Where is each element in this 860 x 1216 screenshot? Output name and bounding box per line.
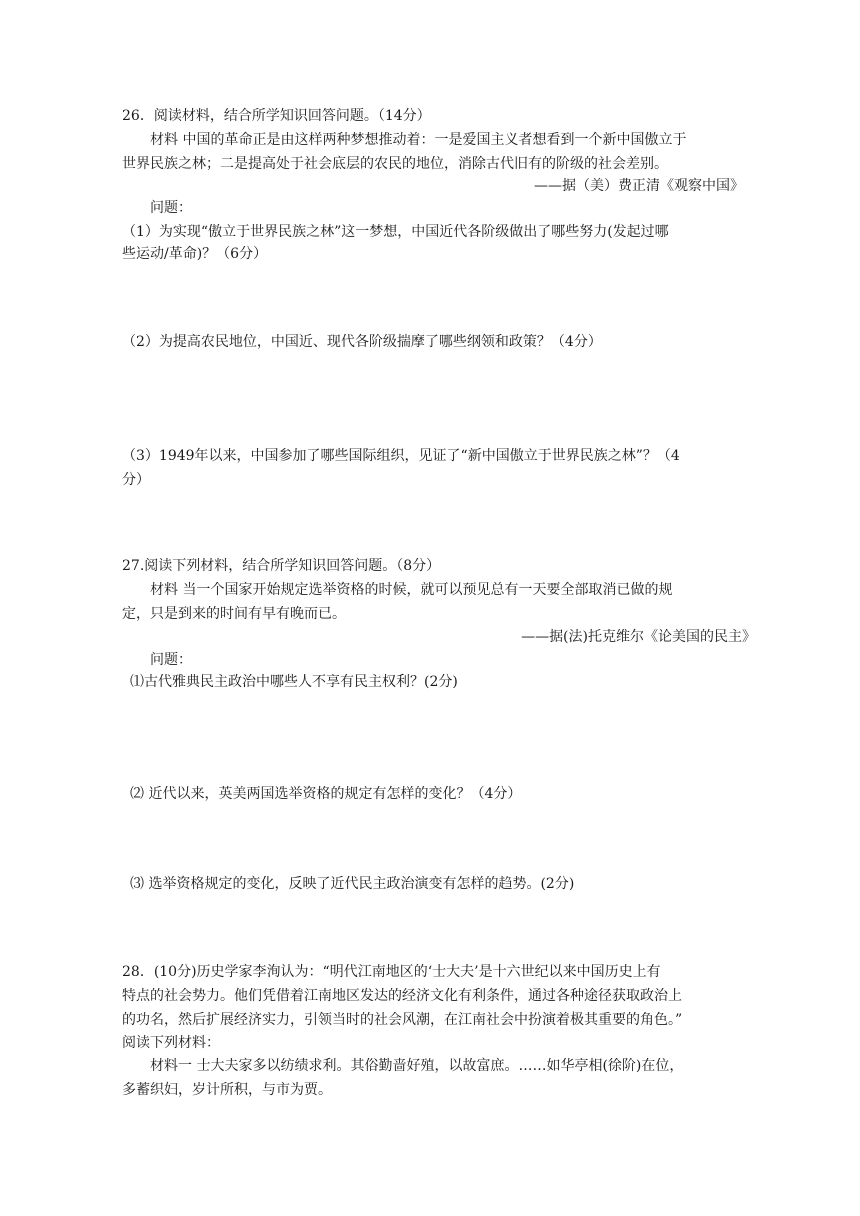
- q28-line2: 特点的社会势力。他们凭借着江南地区发达的经济文化有利条件，通过各种途径获取政治上: [122, 988, 682, 1004]
- q28-line3: 的功名，然后扩展经济实力，引领当时的社会风潮，在江南社会中扮演着极其重要的角色。”: [122, 1012, 683, 1028]
- q26-source: ——据（美）费正清《观察中国》: [534, 178, 744, 194]
- q26-material-line1: 材料 中国的革命正是由这样两种梦想推动着：一是爱国主义者想看到一个新中国傲立于: [150, 132, 687, 148]
- q28-material1-line1: 材料一 士大夫家多以纺绩求利。其俗勤啬好殖，以故富庶。……如华亭相(徐阶)在位，: [150, 1058, 684, 1074]
- q26-header: 26．阅读材料，结合所学知识回答问题。（14分）: [122, 108, 431, 124]
- q28-line4: 阅读下列材料：: [122, 1035, 220, 1051]
- q26-question-label: 问题：: [150, 200, 192, 216]
- q27-material-line1: 材料 当一个国家开始规定选举资格的时候，就可以预见总有一天要全部取消已做的规: [150, 582, 673, 598]
- q26-material-line2: 世界民族之林；二是提高处于社会底层的农民的地位，消除古代旧有的阶级的社会差别。: [122, 156, 668, 172]
- q26-sub3-line1: （3）1949年以来，中国参加了哪些国际组织，见证了“新中国傲立于世界民族之林”？（4: [122, 448, 680, 464]
- q27-source: ——据(法)托克维尔《论美国的民主》: [521, 629, 756, 645]
- q27-material-line2: 定，只是到来的时间有早有晚而已。: [122, 606, 346, 622]
- q27-sub1: ⑴古代雅典民主政治中哪些人不享有民主权利？(2分): [130, 674, 458, 690]
- q28-line1: 28．(10分)历史学家李洵认为：“明代江南地区的‘士大夫’是十六世纪以来中国历史上有: [122, 964, 661, 980]
- q27-sub3: ⑶ 选举资格规定的变化，反映了近代民主政治演变有怎样的趋势。(2分): [130, 876, 575, 892]
- q28-material1-line2: 多蓄织妇，岁计所积，与市为贾。: [122, 1082, 332, 1098]
- q26-sub1-line1: （1）为实现“傲立于世界民族之林”这一梦想，中国近代各阶级做出了哪些努力(发起过哪: [122, 224, 669, 240]
- q27-header: 27.阅读下列材料，结合所学知识回答问题。（8分）: [122, 558, 441, 574]
- q26-sub3-line2: 分）: [122, 472, 150, 488]
- q26-sub2: （2）为提高农民地位，中国近、现代各阶级揣摩了哪些纲领和政策？（4分）: [122, 334, 602, 350]
- q27-sub2: ⑵ 近代以来，英美两国选举资格的规定有怎样的变化？（4分）: [130, 786, 522, 802]
- q27-question-label: 问题：: [150, 652, 192, 668]
- q26-sub1-line2: 些运动/革命)？（6分）: [122, 246, 268, 262]
